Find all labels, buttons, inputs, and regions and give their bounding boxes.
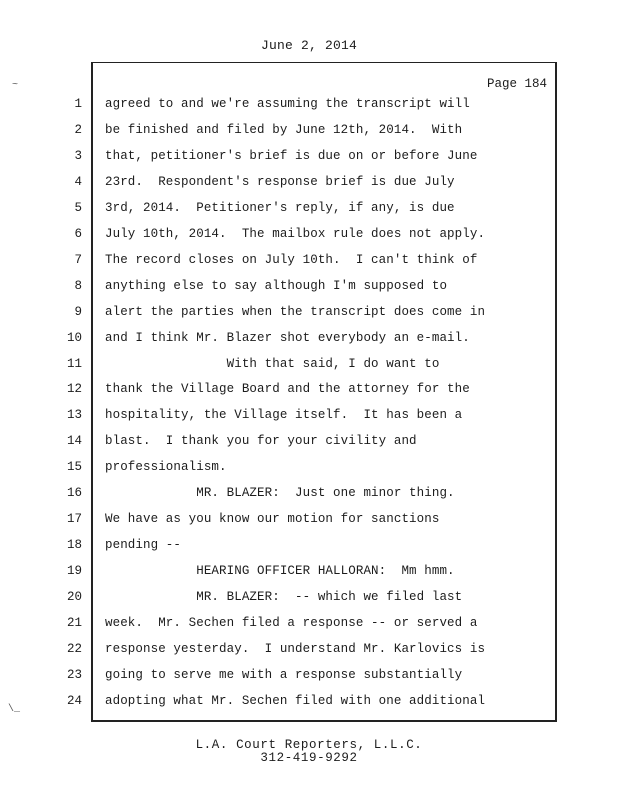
line-text: response yesterday. I understand Mr. Karlovics is <box>105 641 486 656</box>
line-number: 17 <box>66 512 82 527</box>
line-number: 24 <box>66 693 82 708</box>
transcript-line <box>0 149 618 169</box>
transcript-line <box>0 175 618 195</box>
line-number: 10 <box>66 330 82 345</box>
line-text: July 10th, 2014. The mailbox rule does not apply. <box>105 226 486 241</box>
line-number: 9 <box>74 304 82 319</box>
line-text: be finished and filed by June 12th, 2014. With <box>105 123 463 137</box>
transcript-line <box>0 331 618 351</box>
line-number: 23 <box>66 667 82 682</box>
page-number-label: Page 184 <box>486 77 547 91</box>
line-text: hospitality, the Village itself. It has been a <box>105 408 463 423</box>
line-text: 23rd. Respondent's response brief is due July <box>105 174 455 189</box>
line-text: We have as you know our motion for sanctions <box>105 512 440 527</box>
line-number: 11 <box>66 356 82 371</box>
line-number: 22 <box>66 641 82 656</box>
line-text: alert the parties when the transcript does come in <box>105 304 486 319</box>
transcript-line <box>0 201 618 221</box>
line-number: 14 <box>66 434 82 449</box>
line-text: going to serve me with a response substantially <box>105 667 463 682</box>
transcript-line <box>0 694 618 714</box>
line-number: 19 <box>66 564 82 579</box>
line-number: 2 <box>74 123 82 137</box>
line-number: 6 <box>74 226 82 241</box>
line-number: 13 <box>66 408 82 423</box>
line-number: 16 <box>66 486 82 501</box>
transcript-line <box>0 279 618 299</box>
transcript-line <box>0 408 618 428</box>
transcript-line <box>0 97 618 117</box>
page-date-header: June 2, 2014 <box>260 38 357 53</box>
line-number: 15 <box>66 460 82 475</box>
transcript-line <box>0 434 618 454</box>
scan-speck-bottom: \_ <box>8 704 21 715</box>
line-number: 18 <box>66 538 82 553</box>
line-number: 8 <box>74 278 82 293</box>
transcript-line <box>0 382 618 402</box>
line-text: week. Mr. Sechen filed a response -- or served a <box>105 616 478 630</box>
line-text: With that said, I do want to <box>105 356 440 371</box>
line-text: that, petitioner's brief is due on or before June <box>105 148 478 163</box>
line-text: adopting what Mr. Sechen filed with one additional <box>105 693 486 708</box>
line-number: 20 <box>66 590 82 604</box>
line-text: MR. BLAZER: -- which we filed last <box>105 590 463 604</box>
scan-speck-top: ~ <box>12 80 19 91</box>
transcript-line <box>0 227 618 247</box>
line-number: 1 <box>74 97 82 111</box>
line-number: 21 <box>66 616 82 630</box>
line-number: 7 <box>74 252 82 267</box>
line-text: HEARING OFFICER HALLORAN: Mm hmm. <box>105 564 455 579</box>
footer-company: L.A. Court Reporters, L.L.C. <box>195 738 423 752</box>
line-text: The record closes on July 10th. I can't think of <box>105 252 478 267</box>
transcript-line <box>0 538 618 558</box>
line-text: and I think Mr. Blazer shot everybody an e-mail. <box>105 330 470 345</box>
transcript-line <box>0 616 618 636</box>
line-text: agreed to and we're assuming the transcript will <box>105 97 470 111</box>
transcript-line <box>0 590 618 610</box>
line-text: pending -- <box>105 538 182 553</box>
transcript-line <box>0 486 618 506</box>
transcript-line <box>0 512 618 532</box>
transcript-line <box>0 668 618 688</box>
line-text: professionalism. <box>105 460 227 475</box>
line-text: 3rd, 2014. Petitioner's reply, if any, is due <box>105 200 455 215</box>
transcript-line <box>0 305 618 325</box>
line-number: 4 <box>74 174 82 189</box>
line-text: anything else to say although I'm supposed to <box>105 278 448 293</box>
transcript-line <box>0 253 618 273</box>
line-number: 12 <box>66 382 82 397</box>
line-number: 3 <box>74 148 82 163</box>
transcript-line <box>0 123 618 143</box>
transcript-line <box>0 642 618 662</box>
line-text: blast. I thank you for your civility and <box>105 434 417 449</box>
line-text: MR. BLAZER: Just one minor thing. <box>105 486 455 501</box>
footer-phone: 312-419-9292 <box>260 751 358 765</box>
transcript-line <box>0 460 618 480</box>
transcript-line <box>0 357 618 377</box>
line-number: 5 <box>74 200 82 215</box>
line-text: thank the Village Board and the attorney for the <box>105 382 470 397</box>
transcript-line <box>0 564 618 584</box>
